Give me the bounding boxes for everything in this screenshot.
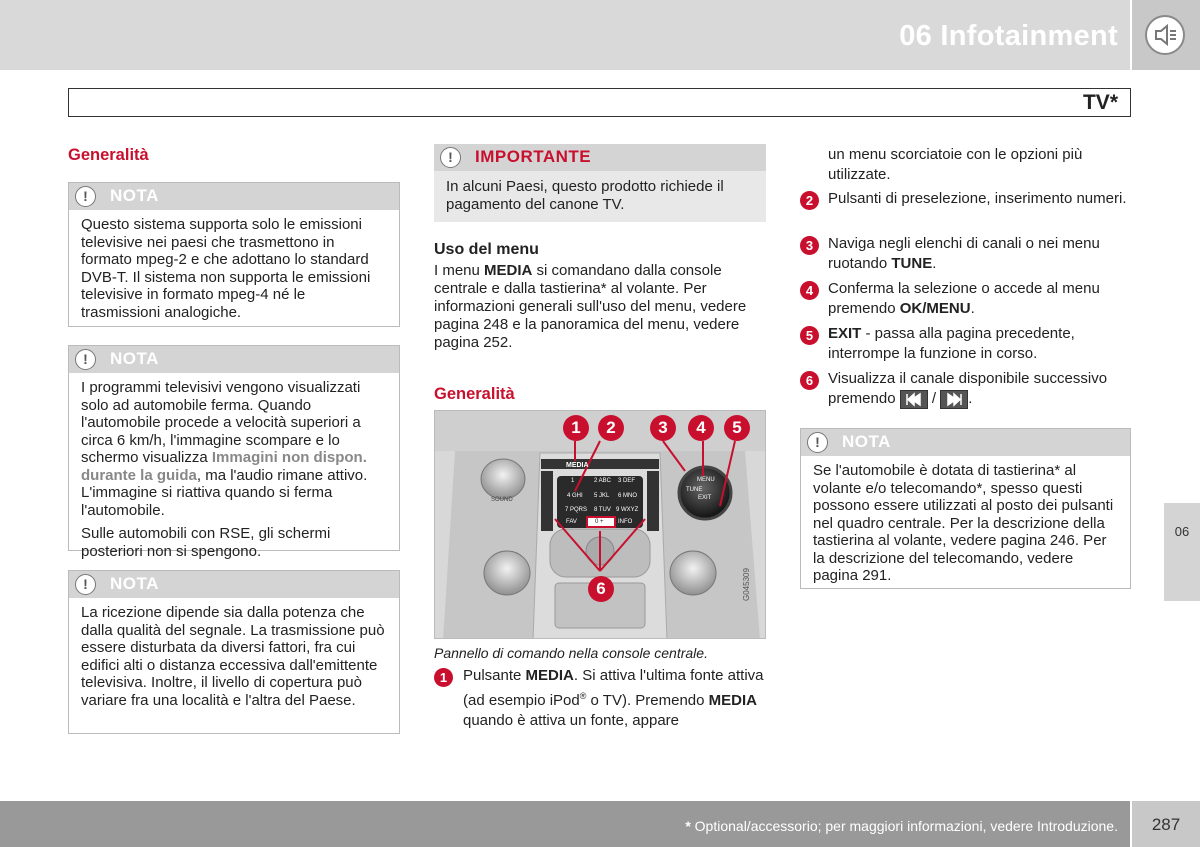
item-number-6: 6	[800, 371, 819, 390]
important-text: In alcuni Paesi, questo prodotto richiede il pagamento del canone TV.	[446, 178, 724, 213]
key-5: 5 JKL	[594, 493, 610, 499]
chapter-title: 06 Infotainment	[899, 20, 1118, 52]
item-3-text: Naviga negli elenchi di canali o nei menu ruotando TUNE.	[828, 235, 1100, 272]
item-number-5: 5	[800, 326, 819, 345]
item-number-1: 1	[434, 668, 453, 687]
important-header	[434, 144, 766, 171]
key-8: 8 TUV	[594, 507, 611, 513]
chapter-icon-box	[1132, 0, 1200, 70]
key-2: 2 ABC	[594, 478, 612, 484]
heading-generalita: Generalità	[68, 146, 149, 164]
section-title: TV*	[1082, 91, 1118, 114]
chapter-tab-label: 06	[1174, 524, 1190, 539]
item-2-text: Pulsanti di preselezione, inserimento numeri.	[828, 190, 1127, 207]
key-tune: TUNE	[686, 487, 703, 493]
key-6: 6 MNO	[618, 493, 638, 499]
section-bar	[68, 88, 1131, 117]
display-message: Immagini non dispon. durante la guida	[81, 449, 367, 484]
note-text: Se l'automobile è dotata di tastierina* al volante e/o telecomando*, spesso questi possono essere utilizzati al posto dei pulsanti nel quadro centrale. Per la descrizione della tastierina al volante, vedere pagina 246. Per la descrizione del telecomando, vedere pagina 291.	[813, 462, 1114, 584]
heading-generalita-2: Generalità	[434, 385, 515, 403]
item-number-3: 3	[800, 236, 819, 255]
note-box-4	[800, 428, 1131, 589]
key-menu: MENU	[697, 477, 715, 483]
footer-note: * Optional/accessorio; per maggiori informazioni, vedere Introduzione.	[685, 818, 1118, 834]
footer-bar	[0, 801, 1130, 847]
note-body	[69, 598, 399, 715]
item-1-text: Pulsante MEDIA. Si attiva l'ultima fonte attiva (ad esempio iPod® o TV). Premendo MEDIA quando è attiva un fonte, appare	[463, 667, 764, 729]
note-body	[69, 210, 399, 327]
key-1: 1	[571, 478, 575, 484]
note-text: I programmi televisivi vengono visualizzati solo ad automobile ferma. Quando l'automobile procede a velocità superiori a circa 6 km/h, l'immagine scompare e lo schermo visualizza Immagini non dispon. durante la guida, ma l'audio rimane attivo. L'immagine si riattiva quando si ferma l'automobile.	[81, 379, 368, 519]
item-number-2: 2	[800, 191, 819, 210]
key-exit: EXIT	[698, 495, 712, 501]
chapter-side-tab	[1164, 503, 1200, 601]
important-body	[434, 171, 766, 219]
page-number: 287	[1151, 815, 1181, 834]
callout-2: 2	[598, 415, 624, 441]
key-fav: FAV	[566, 519, 577, 525]
callout-6: 6	[588, 576, 614, 602]
info-icon: !	[75, 349, 96, 370]
figure-code: G045309	[742, 568, 751, 601]
callout-4: 4	[688, 415, 714, 441]
note-text-rse: Sulle automobili con RSE, gli schermi posteriori non si spengono.	[81, 525, 331, 560]
note-label: NOTA	[110, 349, 159, 368]
key-info: INFO	[618, 519, 633, 525]
speaker-icon	[1145, 15, 1185, 55]
key-7: 7 PQRS	[565, 507, 588, 513]
key-3: 3 DEF	[618, 478, 636, 484]
warning-icon: !	[440, 147, 461, 168]
item-6-text: Visualizza il canale disponibile successivo premendo / .	[828, 370, 1108, 407]
menu-paragraph: I menu MEDIA si comandano dalla console centrale e dalla tastierina* al volante. Per informazioni generali sull'uso del menu, vedere pagina 248 e la panoramica del menu, vedere pagina 252.	[434, 262, 747, 351]
key-0: 0 +	[595, 519, 604, 525]
note-box-3	[68, 570, 400, 734]
note-header	[69, 183, 399, 210]
item-1-continuation: un menu scorciatoie con le opzioni più utilizzate.	[828, 146, 1083, 183]
note-header	[69, 346, 399, 373]
item-4-text: Conferma la selezione o accede al menu premendo OK/MENU.	[828, 280, 1100, 317]
note-text: La ricezione dipende sia dalla potenza che dalla qualità del segnale. La trasmissione può essere disturbata da diversi fattori, fra cui edifici alti o distanza eccessiva dall'emittente televisiva. Inoltre, il livello di copertura può variare fra una località e l'altra del Paese.	[81, 604, 385, 709]
next-channel-icon	[940, 390, 968, 409]
note-header	[801, 429, 1130, 456]
info-icon: !	[75, 574, 96, 595]
note-box-1	[68, 182, 400, 327]
note-box-2	[68, 345, 400, 560]
menu-heading: Uso del menu	[434, 241, 539, 258]
key-9: 9 WXYZ	[616, 507, 639, 513]
prev-channel-icon	[900, 390, 928, 409]
note-body	[801, 456, 1130, 591]
page-number-box	[1132, 801, 1200, 847]
key-media: MEDIA	[566, 462, 589, 469]
item-number-4: 4	[800, 281, 819, 300]
control-panel-figure	[434, 410, 766, 639]
note-body	[69, 373, 399, 566]
callout-5: 5	[724, 415, 750, 441]
note-label: NOTA	[110, 574, 159, 593]
item-5-text: EXIT - passa alla pagina precedente, interrompe la funzione in corso.	[828, 325, 1075, 362]
note-label: NOTA	[842, 432, 891, 451]
important-box	[434, 144, 766, 222]
key-sound: SOUND	[491, 497, 513, 503]
callout-1: 1	[563, 415, 589, 441]
note-label: NOTA	[110, 186, 159, 205]
important-label: IMPORTANTE	[475, 147, 592, 166]
info-icon: !	[807, 432, 828, 453]
key-4: 4 GHI	[567, 493, 583, 499]
info-icon: !	[75, 186, 96, 207]
figure-caption: Pannello di comando nella console centrale.	[434, 645, 708, 661]
note-header	[69, 571, 399, 598]
callout-3: 3	[650, 415, 676, 441]
note-text: Questo sistema supporta solo le emissioni televisive nei paesi che trasmettono in formato mpeg-2 e che adottano lo standard DVB-T. Il sistema non supporta le emissioni televisive in formato mpeg-4 né le trasmissioni analogiche.	[81, 216, 371, 321]
